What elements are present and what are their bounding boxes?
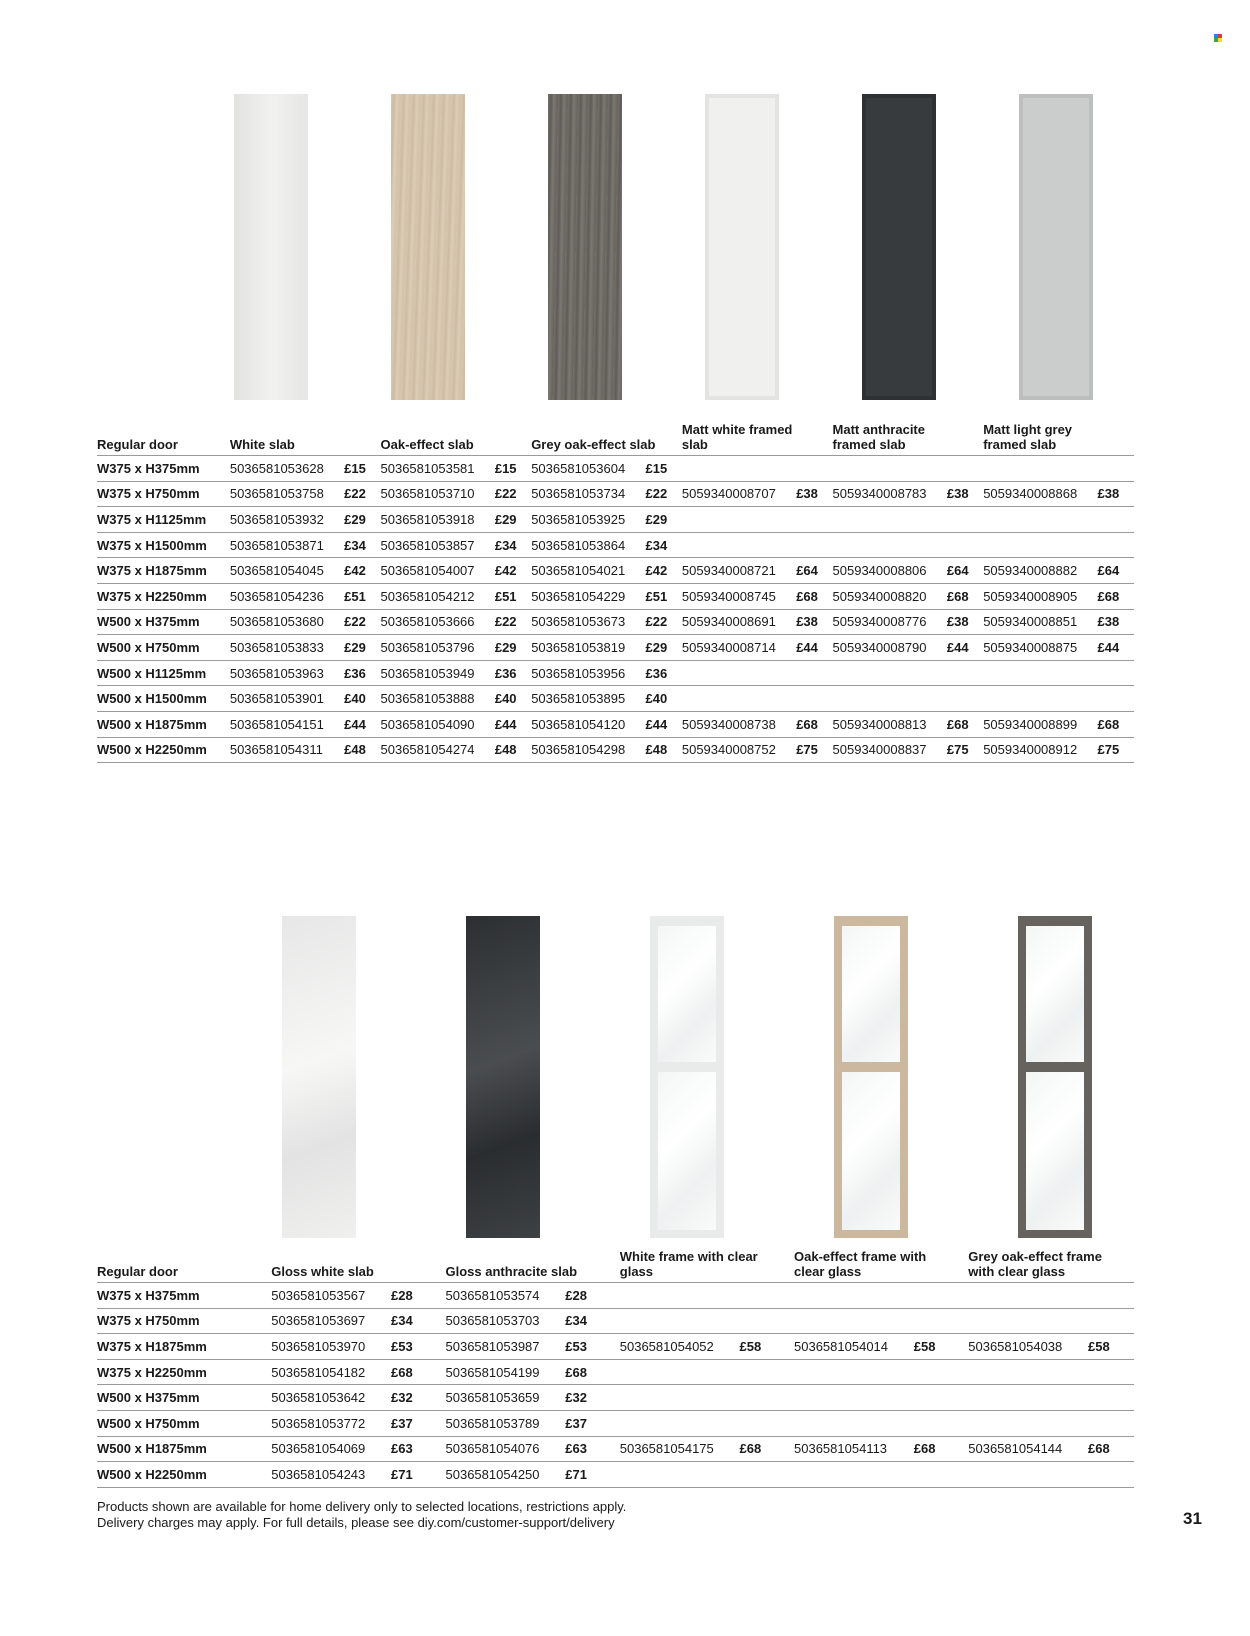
size-cell: W375 x H750mm: [97, 481, 230, 507]
product-code-cell: 5036581053918: [381, 507, 495, 533]
product-code-cell: 5059340008691: [682, 609, 796, 635]
product-code-cell: [968, 1462, 1088, 1488]
table-row: [97, 481, 1134, 507]
price-cell: £40: [646, 686, 682, 712]
page-number: 31: [1183, 1509, 1202, 1528]
price-cell: [1088, 1462, 1134, 1488]
product-code-cell: [682, 456, 796, 482]
product-code-cell: 5059340008899: [983, 711, 1097, 737]
product-code-cell: 5036581053819: [531, 635, 645, 661]
size-cell: W500 x H375mm: [97, 609, 230, 635]
size-cell: W375 x H1500mm: [97, 532, 230, 558]
product-code-cell: 5036581054274: [381, 737, 495, 763]
size-cell: W375 x H375mm: [97, 1283, 271, 1309]
price-cell: £48: [495, 737, 531, 763]
size-cell: W500 x H1875mm: [97, 1436, 271, 1462]
product-code-cell: [794, 1462, 914, 1488]
price-cell: [796, 660, 832, 686]
price-cell: £48: [344, 737, 380, 763]
product-code-cell: 5036581053734: [531, 481, 645, 507]
price-cell: £15: [646, 456, 682, 482]
door-image-gloss-anthracite-slab: [466, 916, 540, 1238]
price-cell: £22: [344, 481, 380, 507]
product-code-cell: 5059340008776: [833, 609, 947, 635]
product-code-cell: 5036581053680: [230, 609, 344, 635]
door-price-table-2: [97, 1249, 1134, 1488]
price-cell: £29: [495, 507, 531, 533]
price-cell: [1088, 1283, 1134, 1309]
price-cell: £38: [947, 481, 983, 507]
price-cell: £15: [495, 456, 531, 482]
product-code-cell: 5036581054052: [620, 1334, 740, 1360]
table-row: [97, 737, 1134, 763]
product-code-cell: 5036581054038: [968, 1334, 1088, 1360]
price-cell: £38: [796, 481, 832, 507]
product-code-cell: [983, 507, 1097, 533]
product-code-cell: 5036581053659: [446, 1385, 566, 1411]
product-code-cell: [983, 456, 1097, 482]
product-code-cell: [794, 1308, 914, 1334]
product-code-cell: 5036581054090: [381, 711, 495, 737]
product-code-cell: 5036581053772: [271, 1410, 391, 1436]
door-image-oak-effect-frame-clear-glass: [834, 916, 908, 1238]
price-cell: £34: [646, 532, 682, 558]
product-code-cell: 5036581053604: [531, 456, 645, 482]
price-cell: £68: [1088, 1436, 1134, 1462]
price-cell: £51: [646, 583, 682, 609]
product-code-cell: [620, 1410, 740, 1436]
product-code-cell: 5036581053857: [381, 532, 495, 558]
price-cell: £28: [565, 1283, 620, 1309]
price-cell: £68: [565, 1359, 620, 1385]
door-image-white-slab: [234, 94, 308, 400]
price-cell: £68: [947, 583, 983, 609]
product-code-cell: 5036581053833: [230, 635, 344, 661]
door-image-gloss-white-slab: [282, 916, 356, 1238]
price-cell: [796, 532, 832, 558]
column-header-finish: Grey oak-effect slab: [531, 422, 682, 456]
product-code-cell: [833, 456, 947, 482]
product-code-cell: 5036581054229: [531, 583, 645, 609]
price-cell: £68: [914, 1436, 969, 1462]
price-cell: [914, 1308, 969, 1334]
product-code-cell: 5059340008790: [833, 635, 947, 661]
price-cell: £29: [495, 635, 531, 661]
price-cell: £40: [495, 686, 531, 712]
price-cell: £42: [495, 558, 531, 584]
price-cell: £34: [565, 1308, 620, 1334]
product-code-cell: 5036581054014: [794, 1334, 914, 1360]
product-code-cell: 5036581053567: [271, 1283, 391, 1309]
product-code-cell: 5036581053925: [531, 507, 645, 533]
product-code-cell: 5059340008806: [833, 558, 947, 584]
price-cell: [947, 456, 983, 482]
product-code-cell: 5036581054021: [531, 558, 645, 584]
footer-line-1: Products shown are available for home delivery only to selected locations, restrictions apply.: [97, 1499, 627, 1514]
price-cell: £42: [646, 558, 682, 584]
product-code-cell: 5036581054199: [446, 1359, 566, 1385]
price-cell: £63: [391, 1436, 446, 1462]
price-cell: [1098, 660, 1134, 686]
price-cell: £44: [495, 711, 531, 737]
product-code-cell: 5059340008783: [833, 481, 947, 507]
product-code-cell: [968, 1283, 1088, 1309]
price-cell: [947, 532, 983, 558]
column-header-finish: Matt white framed slab: [682, 422, 833, 456]
price-cell: [796, 456, 832, 482]
price-cell: £68: [1098, 583, 1134, 609]
product-code-cell: [682, 532, 796, 558]
product-code-cell: 5059340008912: [983, 737, 1097, 763]
price-cell: £36: [495, 660, 531, 686]
product-code-cell: 5059340008707: [682, 481, 796, 507]
product-code-cell: [968, 1385, 1088, 1411]
table-row: [97, 660, 1134, 686]
price-cell: [914, 1283, 969, 1309]
price-cell: £38: [1098, 609, 1134, 635]
price-cell: £22: [495, 609, 531, 635]
size-cell: W375 x H750mm: [97, 1308, 271, 1334]
table-row: [97, 1410, 1134, 1436]
price-cell: [914, 1410, 969, 1436]
size-cell: W375 x H1875mm: [97, 1334, 271, 1360]
price-cell: £68: [1098, 711, 1134, 737]
product-code-cell: 5036581053949: [381, 660, 495, 686]
product-code-cell: 5059340008721: [682, 558, 796, 584]
product-code-cell: [682, 686, 796, 712]
product-code-cell: [968, 1410, 1088, 1436]
product-code-cell: 5036581054236: [230, 583, 344, 609]
price-cell: [914, 1359, 969, 1385]
price-cell: £34: [344, 532, 380, 558]
price-cell: [1088, 1308, 1134, 1334]
price-cell: [739, 1283, 794, 1309]
price-cell: £37: [565, 1410, 620, 1436]
table-row: [97, 532, 1134, 558]
product-code-cell: 5036581053673: [531, 609, 645, 635]
product-code-cell: 5059340008745: [682, 583, 796, 609]
door-image-grey-oak-effect-slab: [548, 94, 622, 400]
door-image-matt-white-framed-slab: [705, 94, 779, 400]
product-code-cell: [983, 660, 1097, 686]
price-cell: £44: [947, 635, 983, 661]
table-row: [97, 1359, 1134, 1385]
product-code-cell: 5036581053666: [381, 609, 495, 635]
column-header-finish: Oak-effect frame with clear glass: [794, 1249, 968, 1283]
product-code-cell: 5036581053864: [531, 532, 645, 558]
product-code-cell: [983, 686, 1097, 712]
price-cell: £64: [1098, 558, 1134, 584]
product-code-cell: 5059340008714: [682, 635, 796, 661]
door-image-grey-oak-effect-frame-clear-glass: [1018, 916, 1092, 1238]
table-row: [97, 1283, 1134, 1309]
product-code-cell: 5036581054069: [271, 1436, 391, 1462]
price-cell: £63: [565, 1436, 620, 1462]
product-code-cell: [794, 1283, 914, 1309]
footer-line-2: Delivery charges may apply. For full details, please see diy.com/customer-support/delivery: [97, 1515, 615, 1530]
price-cell: £29: [646, 507, 682, 533]
size-cell: W375 x H2250mm: [97, 1359, 271, 1385]
price-cell: £34: [391, 1308, 446, 1334]
column-header-finish: White slab: [230, 422, 381, 456]
price-cell: £75: [796, 737, 832, 763]
product-code-cell: 5036581053710: [381, 481, 495, 507]
product-code-cell: 5036581053871: [230, 532, 344, 558]
price-cell: £22: [646, 609, 682, 635]
product-code-cell: 5059340008752: [682, 737, 796, 763]
product-code-cell: 5059340008837: [833, 737, 947, 763]
product-code-cell: 5036581053697: [271, 1308, 391, 1334]
footer-note: [97, 1499, 626, 1531]
column-header-finish: Gloss anthracite slab: [446, 1249, 620, 1283]
table-row: [97, 1436, 1134, 1462]
product-code-cell: [833, 507, 947, 533]
size-cell: W375 x H2250mm: [97, 583, 230, 609]
price-cell: £51: [495, 583, 531, 609]
price-cell: £44: [344, 711, 380, 737]
price-cell: £22: [646, 481, 682, 507]
product-code-cell: [620, 1283, 740, 1309]
price-cell: £58: [1088, 1334, 1134, 1360]
price-cell: £22: [344, 609, 380, 635]
price-cell: £36: [344, 660, 380, 686]
product-code-cell: [620, 1385, 740, 1411]
price-cell: £44: [796, 635, 832, 661]
table-row: [97, 635, 1134, 661]
product-code-cell: 5036581054182: [271, 1359, 391, 1385]
product-code-cell: 5036581053901: [230, 686, 344, 712]
product-code-cell: 5059340008738: [682, 711, 796, 737]
size-cell: W500 x H2250mm: [97, 737, 230, 763]
product-code-cell: 5059340008875: [983, 635, 1097, 661]
table-row: [97, 686, 1134, 712]
price-cell: [1098, 507, 1134, 533]
door-price-table-1: [97, 422, 1134, 763]
column-header-size: Regular door: [97, 1249, 271, 1283]
product-code-cell: 5059340008813: [833, 711, 947, 737]
price-cell: £68: [947, 711, 983, 737]
table-row: [97, 1334, 1134, 1360]
product-code-cell: [620, 1462, 740, 1488]
price-cell: £64: [796, 558, 832, 584]
price-cell: £64: [947, 558, 983, 584]
price-cell: £36: [646, 660, 682, 686]
price-cell: [1088, 1385, 1134, 1411]
product-code-cell: 5036581054298: [531, 737, 645, 763]
price-cell: £44: [1098, 635, 1134, 661]
product-code-cell: [833, 532, 947, 558]
product-code-cell: [794, 1359, 914, 1385]
product-code-cell: 5036581053796: [381, 635, 495, 661]
product-code-cell: 5036581053703: [446, 1308, 566, 1334]
price-cell: £32: [391, 1385, 446, 1411]
price-cell: [739, 1462, 794, 1488]
column-header-finish: Oak-effect slab: [381, 422, 532, 456]
product-code-cell: 5036581054243: [271, 1462, 391, 1488]
door-image-oak-effect-slab: [391, 94, 465, 400]
product-code-cell: 5036581053987: [446, 1334, 566, 1360]
table-row: [97, 1308, 1134, 1334]
product-code-cell: [968, 1359, 1088, 1385]
price-cell: [1088, 1359, 1134, 1385]
price-cell: £37: [391, 1410, 446, 1436]
column-header-finish: Matt anthracite framed slab: [833, 422, 984, 456]
price-cell: [739, 1410, 794, 1436]
product-code-cell: [682, 660, 796, 686]
product-code-cell: 5036581053642: [271, 1385, 391, 1411]
price-cell: [1098, 456, 1134, 482]
product-code-cell: 5036581053628: [230, 456, 344, 482]
price-cell: £34: [495, 532, 531, 558]
door-image-matt-light-grey-framed-slab: [1019, 94, 1093, 400]
product-code-cell: 5036581054045: [230, 558, 344, 584]
price-cell: £38: [796, 609, 832, 635]
product-code-cell: 5036581053789: [446, 1410, 566, 1436]
price-cell: £68: [796, 583, 832, 609]
product-code-cell: 5059340008851: [983, 609, 1097, 635]
product-code-cell: 5059340008882: [983, 558, 1097, 584]
price-cell: £75: [1098, 737, 1134, 763]
size-cell: W500 x H750mm: [97, 635, 230, 661]
table-row: [97, 609, 1134, 635]
product-code-cell: 5036581053963: [230, 660, 344, 686]
table-row: [97, 456, 1134, 482]
price-cell: £51: [344, 583, 380, 609]
door-image-white-frame-clear-glass: [650, 916, 724, 1238]
price-cell: [1098, 686, 1134, 712]
price-cell: £29: [344, 507, 380, 533]
price-cell: [1098, 532, 1134, 558]
price-cell: £32: [565, 1385, 620, 1411]
price-cell: [947, 660, 983, 686]
column-header-finish: White frame with clear glass: [620, 1249, 794, 1283]
price-cell: £22: [495, 481, 531, 507]
product-code-cell: 5036581054144: [968, 1436, 1088, 1462]
product-code-cell: 5036581053956: [531, 660, 645, 686]
price-cell: [796, 507, 832, 533]
product-code-cell: 5059340008868: [983, 481, 1097, 507]
product-code-cell: [983, 532, 1097, 558]
product-code-cell: [794, 1385, 914, 1411]
price-cell: £40: [344, 686, 380, 712]
price-cell: £75: [947, 737, 983, 763]
price-cell: [739, 1308, 794, 1334]
size-cell: W500 x H750mm: [97, 1410, 271, 1436]
price-cell: £38: [1098, 481, 1134, 507]
price-cell: £71: [391, 1462, 446, 1488]
table-row: [97, 1462, 1134, 1488]
product-code-cell: 5036581054151: [230, 711, 344, 737]
product-code-cell: 5059340008820: [833, 583, 947, 609]
price-cell: £53: [565, 1334, 620, 1360]
size-cell: W375 x H1125mm: [97, 507, 230, 533]
table-row: [97, 1385, 1134, 1411]
product-code-cell: 5036581053574: [446, 1283, 566, 1309]
size-cell: W500 x H2250mm: [97, 1462, 271, 1488]
size-cell: W500 x H375mm: [97, 1385, 271, 1411]
product-code-cell: 5036581054113: [794, 1436, 914, 1462]
product-code-cell: [682, 507, 796, 533]
product-code-cell: [833, 660, 947, 686]
product-code-cell: 5059340008905: [983, 583, 1097, 609]
price-cell: [947, 686, 983, 712]
price-cell: £58: [739, 1334, 794, 1360]
product-code-cell: 5036581054007: [381, 558, 495, 584]
product-code-cell: [620, 1359, 740, 1385]
price-cell: [1088, 1410, 1134, 1436]
price-cell: [739, 1385, 794, 1411]
price-cell: £71: [565, 1462, 620, 1488]
column-header-size: Regular door: [97, 422, 230, 456]
door-image-matt-anthracite-framed-slab: [862, 94, 936, 400]
table-row: [97, 583, 1134, 609]
size-cell: W500 x H1875mm: [97, 711, 230, 737]
size-cell: W500 x H1500mm: [97, 686, 230, 712]
price-cell: [914, 1462, 969, 1488]
product-code-cell: [833, 686, 947, 712]
product-code-cell: [968, 1308, 1088, 1334]
size-cell: W500 x H1125mm: [97, 660, 230, 686]
table-row: [97, 711, 1134, 737]
product-code-cell: 5036581053581: [381, 456, 495, 482]
product-code-cell: 5036581053932: [230, 507, 344, 533]
price-cell: [739, 1359, 794, 1385]
size-cell: W375 x H375mm: [97, 456, 230, 482]
product-code-cell: 5036581054076: [446, 1436, 566, 1462]
product-code-cell: 5036581054175: [620, 1436, 740, 1462]
product-code-cell: [620, 1308, 740, 1334]
product-code-cell: [794, 1410, 914, 1436]
product-code-cell: 5036581053888: [381, 686, 495, 712]
price-cell: £44: [646, 711, 682, 737]
table-row: [97, 507, 1134, 533]
product-code-cell: 5036581054250: [446, 1462, 566, 1488]
price-cell: £29: [344, 635, 380, 661]
brand-logo-icon: [1214, 34, 1222, 42]
product-code-cell: 5036581054120: [531, 711, 645, 737]
price-cell: £68: [796, 711, 832, 737]
price-cell: £38: [947, 609, 983, 635]
price-cell: [914, 1385, 969, 1411]
price-cell: £58: [914, 1334, 969, 1360]
price-cell: £68: [391, 1359, 446, 1385]
column-header-finish: Gloss white slab: [271, 1249, 445, 1283]
table-row: [97, 558, 1134, 584]
product-code-cell: 5036581053970: [271, 1334, 391, 1360]
product-code-cell: 5036581054311: [230, 737, 344, 763]
price-cell: [796, 686, 832, 712]
size-cell: W375 x H1875mm: [97, 558, 230, 584]
price-cell: £29: [646, 635, 682, 661]
product-code-cell: 5036581053895: [531, 686, 645, 712]
price-cell: £15: [344, 456, 380, 482]
price-cell: £48: [646, 737, 682, 763]
price-cell: [947, 507, 983, 533]
price-cell: £42: [344, 558, 380, 584]
price-cell: £28: [391, 1283, 446, 1309]
column-header-finish: Grey oak-effect frame with clear glass: [968, 1249, 1134, 1283]
product-code-cell: 5036581053758: [230, 481, 344, 507]
price-cell: £53: [391, 1334, 446, 1360]
price-cell: £68: [739, 1436, 794, 1462]
column-header-finish: Matt light grey framed slab: [983, 422, 1134, 456]
product-code-cell: 5036581054212: [381, 583, 495, 609]
